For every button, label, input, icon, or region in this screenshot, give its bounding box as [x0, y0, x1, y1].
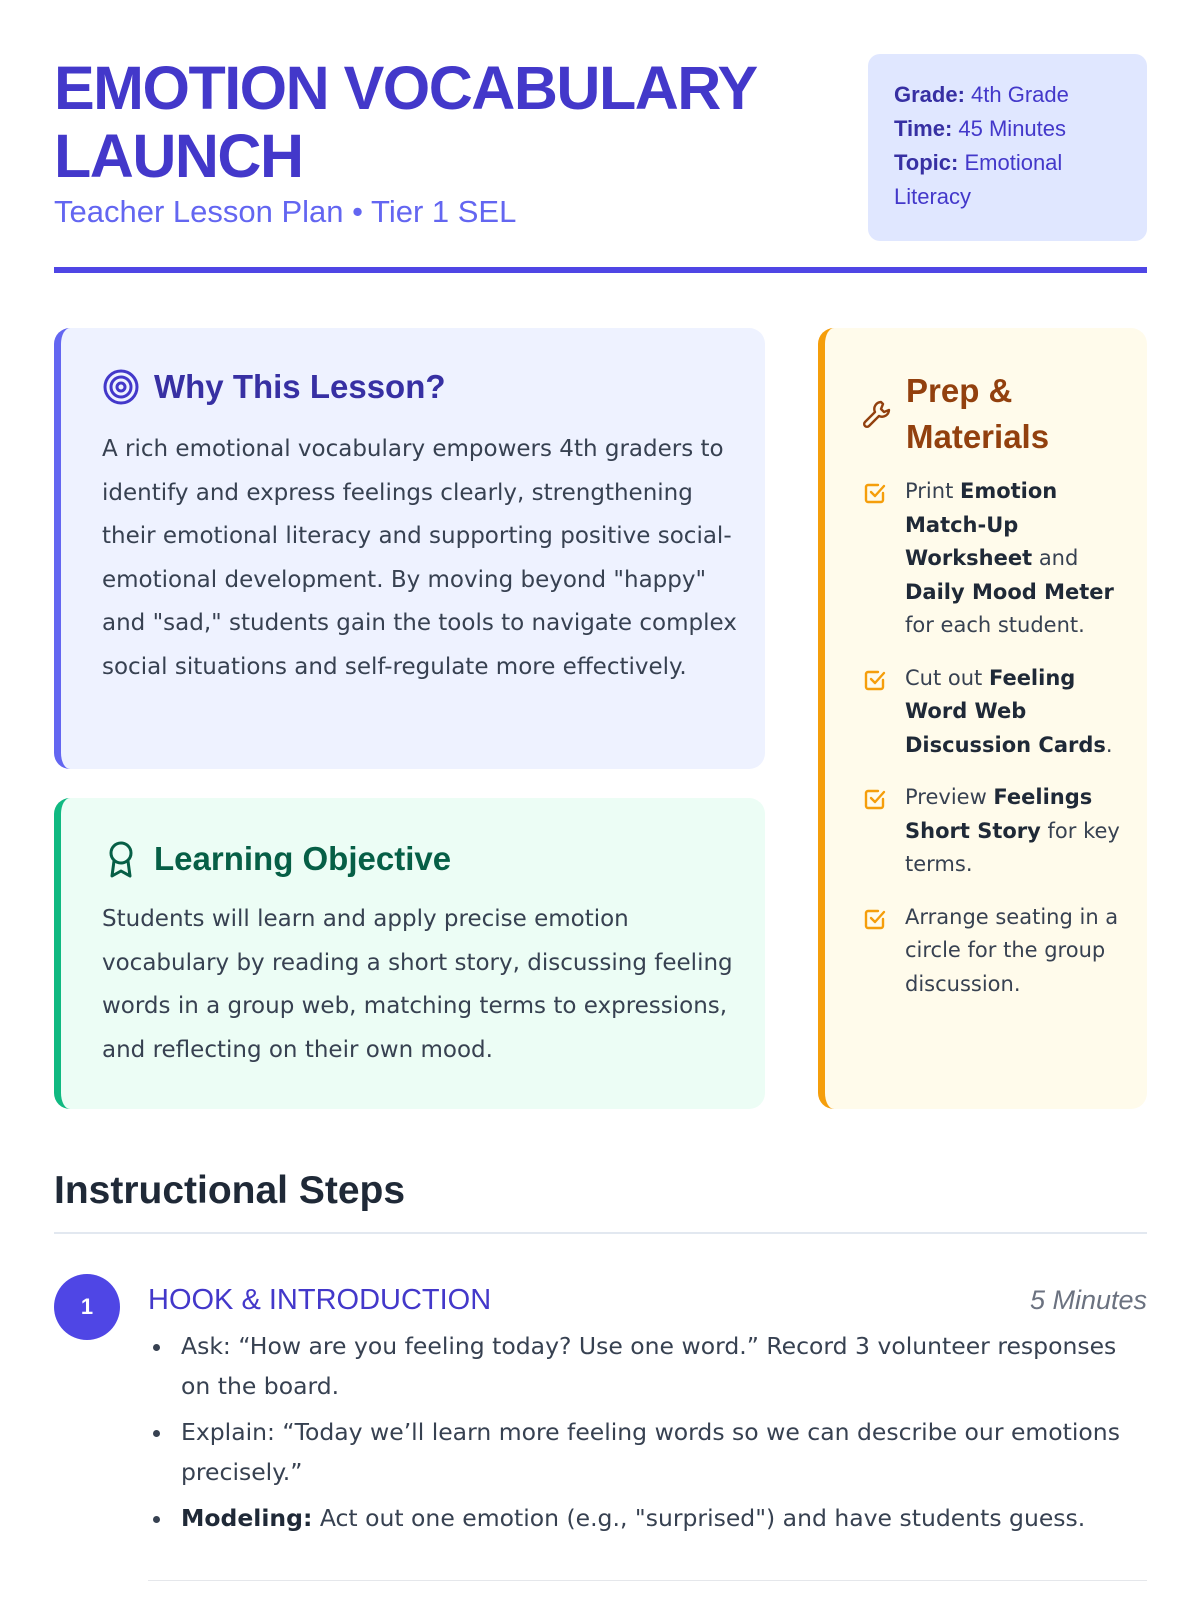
- header: [54, 54, 1147, 276]
- step-divider: [148, 1580, 1147, 1581]
- award-ribbon-icon: [102, 839, 140, 879]
- step-title: HOOK & INTRODUCTION: [148, 1284, 492, 1316]
- objective-card-text: Students will learn and apply precise emotion vocabulary by reading a short story, discussing feeling words in a group web, matching terms to expressions, and reflecting on their own mood.: [102, 906, 733, 1063]
- prep-item: Preview Feelings Short Story for key terms.: [863, 781, 1123, 882]
- step-number-badge: 1: [54, 1274, 120, 1340]
- lesson-meta-box: [868, 54, 1147, 241]
- page-title: EMOTION VOCABULARY LAUNCH: [54, 54, 756, 190]
- checkbox-checked-icon: [863, 481, 887, 505]
- target-icon: [102, 368, 140, 406]
- prep-item: Arrange seating in a circle for the group discussion.: [863, 901, 1123, 1002]
- learning-objective-card: [54, 798, 765, 1109]
- page-subtitle: Teacher Lesson Plan • Tier 1 SEL: [54, 194, 517, 229]
- step-bullet-list: [148, 1326, 1138, 1544]
- checkbox-checked-icon: [863, 668, 887, 692]
- prep-card-title: Prep & Materials: [906, 372, 1050, 455]
- why-card-title: Why This Lesson?: [154, 368, 446, 405]
- why-this-lesson-card: [54, 328, 765, 769]
- objective-card-title: Learning Objective: [154, 840, 452, 877]
- step-bullet: Ask: “How are you feeling today? Use one word.” Record 3 volunteer responses on the board.: [148, 1326, 1138, 1406]
- step-bullet: Explain: “Today we’ll learn more feeling words so we can describe our emotions precisely.”: [148, 1412, 1138, 1492]
- checkbox-checked-icon: [863, 907, 887, 931]
- meta-time: Time: 45 Minutes: [894, 116, 1067, 141]
- meta-topic: Topic: Emotional Literacy: [894, 150, 1063, 209]
- prep-item: Cut out Feeling Word Web Discussion Cards.: [863, 662, 1123, 763]
- prep-list: [863, 475, 1123, 1020]
- steps-section-title: Instructional Steps: [54, 1169, 406, 1212]
- wrench-icon: [861, 398, 893, 430]
- objective-card-header: [102, 838, 451, 880]
- prep-item: Print Emotion Match-Up Worksheet and Daily Mood Meter for each student.: [863, 475, 1123, 643]
- checkbox-checked-icon: [863, 787, 887, 811]
- meta-grade: Grade: 4th Grade: [894, 82, 1069, 107]
- steps-divider: [54, 1232, 1147, 1234]
- header-divider: [54, 267, 1147, 273]
- why-card-text: A rich emotional vocabulary empowers 4th graders to identify and express feelings clearly, strengthening their emotional literacy and supporting positive social-emotional development. By moving beyond "happy" and "sad," students gain the tools to navigate complex social situations and self-regulate more effectively.: [102, 436, 737, 680]
- step-bullet: Modeling: Act out one emotion (e.g., "surprised") and have students guess.: [148, 1498, 1138, 1538]
- step-duration: 5 Minutes: [1029, 1285, 1147, 1315]
- prep-materials-card: [818, 328, 1147, 1109]
- why-card-header: [102, 366, 446, 408]
